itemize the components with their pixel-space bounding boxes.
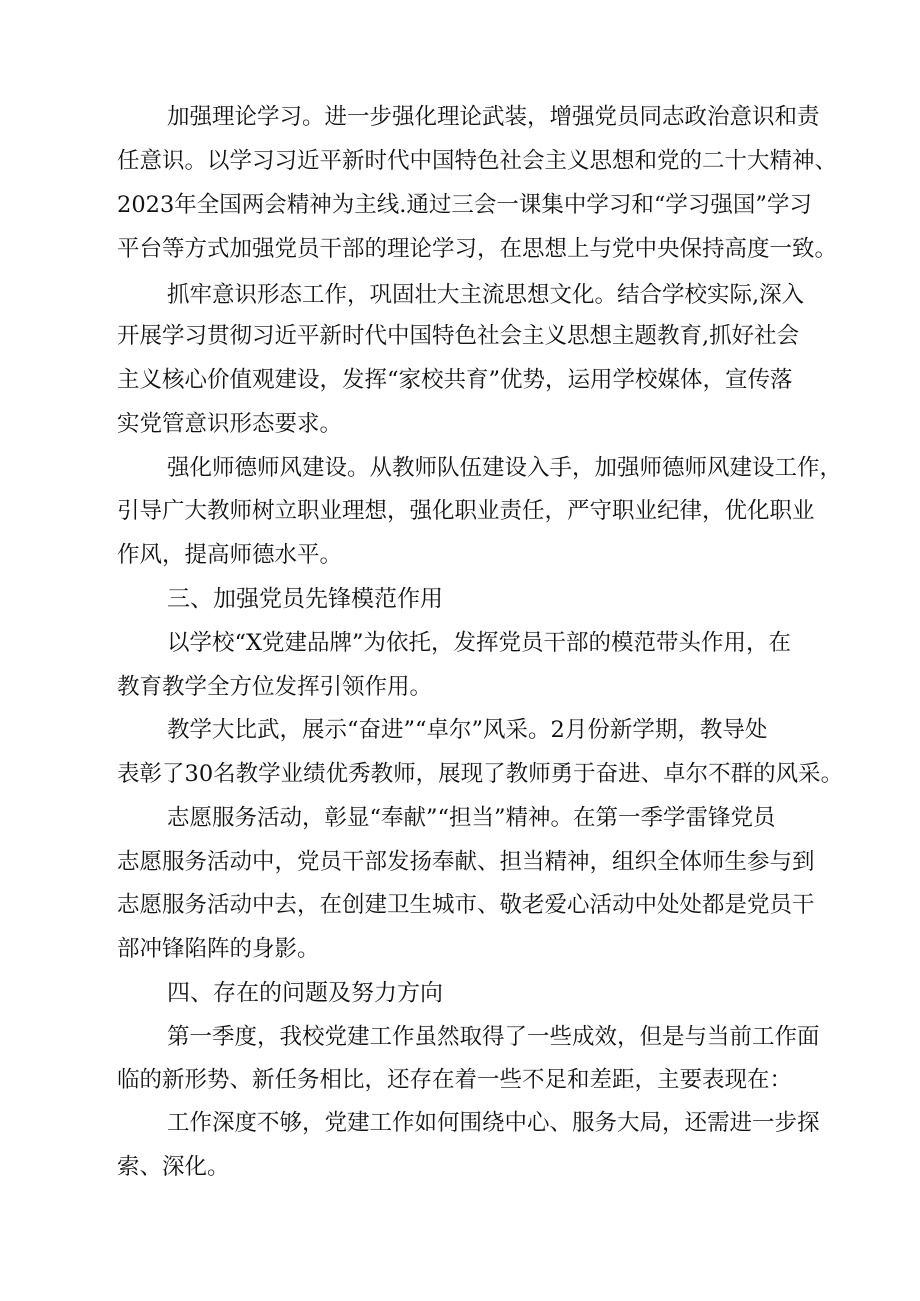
text-line: 平台等方式加强党员干部的理论学习，在思想上与党中央保持高度一致。 [117,236,838,262]
section-heading: 三、加强党员先锋模范作用 [167,586,443,612]
text-line: 志愿服务活动中去，在创建卫生城市、敬老爱心活动中处处都是党员干 [117,892,815,918]
section-heading: 四、存在的问题及努力方向 [167,980,443,1006]
text-line: 引导广大教师树立职业理想，强化职业责任，严守职业纪律，优化职业 [117,498,815,524]
text-line: 2023年全国两会精神为主线.通过三会一课集中学习和“学习强国”学习 [117,192,812,218]
text-line: 志愿服务活动，彰显“奉献”“担当”精神。在第一季学雷锋党员 [167,805,776,831]
text-line: 主义核心价值观建设，发挥“家校共育”优势，运用学校媒体，宣传落 [117,367,793,393]
text-line: 志愿服务活动中，党员干部发扬奉献、担当精神，组织全体师生参与到 [117,849,815,875]
text-line: 加强理论学习。进一步强化理论武装，增强党员同志政治意识和责 [167,104,820,130]
text-line: 开展学习贯彻习近平新时代中国特色社会主义思想主题教育,抓好社会 [117,323,800,349]
text-line: 强化师德师风建设。从教师队伍建设入手，加强师德师风建设工作， [167,455,843,481]
text-line: 部冲锋陷阵的身影。 [117,936,320,962]
text-line: 表彰了30名教学业绩优秀教师，展现了教师勇于奋进、卓尔不群的风采。 [117,761,844,787]
text-line: 实党管意识形态要求。 [117,411,343,437]
text-line: 教育教学全方位发挥引领作用。 [117,674,433,700]
text-line: 作风，提高师德水平。 [117,542,343,568]
text-line: 教学大比武，展示“奋进”“卓尔”风采。2月份新学期，教导处 [167,717,768,743]
text-line: 抓牢意识形态工作，巩固壮大主流思想文化。结合学校实际,深入 [167,282,805,308]
text-line: 工作深度不够，党建工作如何围绕中心、服务大局，还需进一步探 [167,1110,820,1136]
text-line: 任意识。以学习习近平新时代中国特色社会主义思想和党的二十大精神、 [117,148,838,174]
text-line: 索、深化。 [117,1154,230,1180]
text-line: 临的新形势、新任务相比，还存在着一些不足和差距，主要表现在： [117,1067,793,1093]
text-line: 第一季度，我校党建工作虽然取得了一些成效，但是与当前工作面 [167,1024,820,1050]
text-line: 以学校“X党建品牌”为依托，发挥党员干部的模范带头作用，在 [167,630,792,656]
